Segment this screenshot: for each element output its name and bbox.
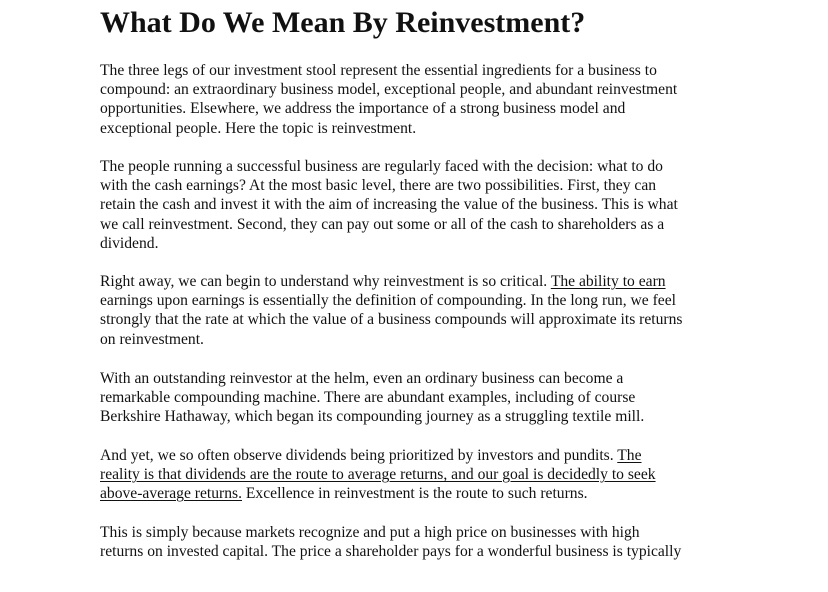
paragraph-stool-intro: The three legs of our investment stool represent the essential ingredients for a business to compound: an extraordinary business model, exceptional people, and abundant reinvestment opportunities. Elsewhere, we address the importance of a strong business model and exceptional people. Here the topic is reinvestment.	[100, 62, 678, 137]
paragraph-markets: This is simply because markets recognize and put a high price on businesses with high returns on invested capital. The price a shareholder pays for a wonderful business is typically	[100, 524, 682, 561]
paragraph-cash-earnings: The people running a successful business are regularly faced with the decision: what to do with the cash earnings? At the most basic level, there are two possibilities. First, they can retain the cash and invest it with the aim of increasing the value of the business. This is what we call reinvestment. Second, they can pay out some or all of the cash to shareholders as a dividend.	[100, 158, 678, 252]
compounding-text-start: Right away, we can begin to understand why reinvestment is so critical.	[100, 273, 551, 290]
underlined-ability-to-earn: The ability to earn	[550, 273, 666, 290]
dividends-text-start: And yet, we so often observe dividends being prioritized by investors and pundits.	[100, 447, 618, 464]
paragraph-dividends	[100, 446, 656, 504]
paragraph-compounding	[100, 272, 682, 349]
dividends-text-end: Excellence in reinvestment is the route to such returns.	[242, 485, 588, 503]
page-title: What Do We Mean By Reinvestment?	[100, 6, 586, 39]
paragraph-reinvestor-example: With an outstanding reinvestor at the helm, even an ordinary business can become a remarkable compounding machine. There are abundant examples, including of course Berkshire Hathaway, which began its compounding journey as a struggling textile mill.	[100, 370, 645, 426]
underlined-average-returns: The reality is that dividends are the route to average returns, and our goal is decidedly to seek above-average returns.	[100, 447, 656, 503]
document-page	[100, 0, 740, 561]
compounding-text-end: earnings upon earnings is essentially the definition of compounding. In the long run, we feel strongly that the rate at which the value of a business compounds will approximate its returns on reinvestment.	[100, 292, 683, 348]
